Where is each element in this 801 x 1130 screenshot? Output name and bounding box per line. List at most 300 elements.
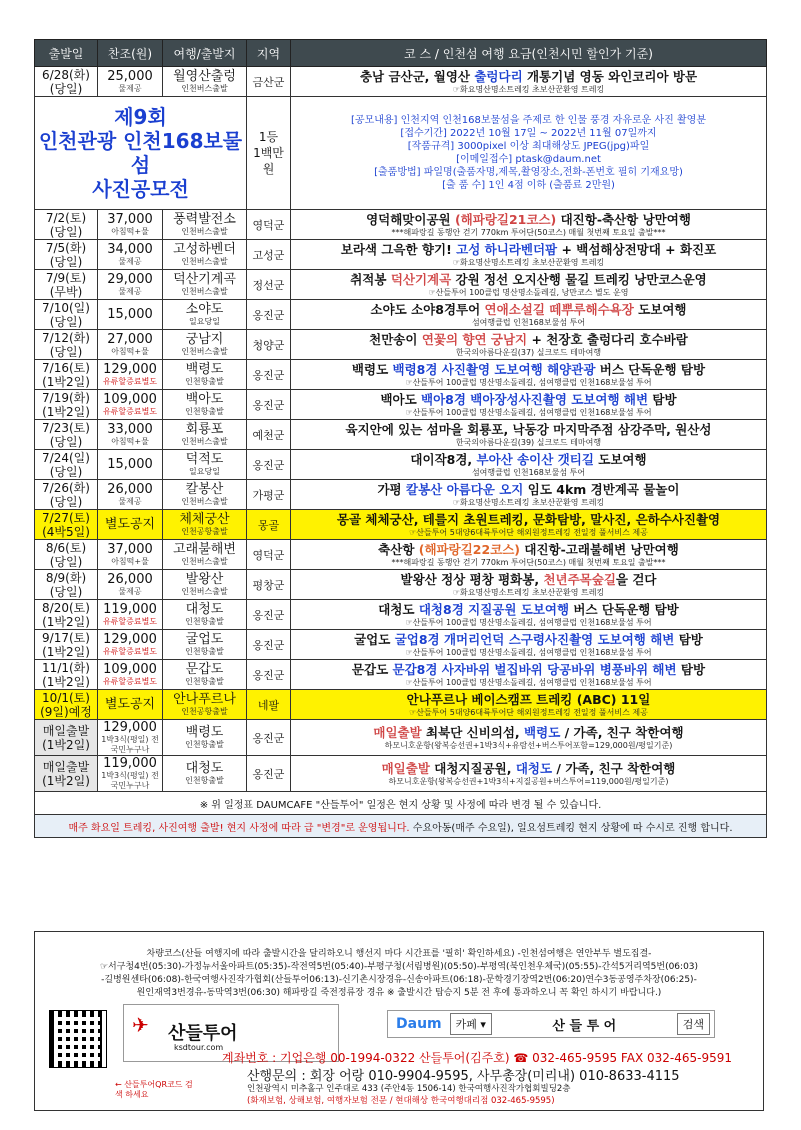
row-price [98, 270, 163, 300]
row-price-value: 별도공지 [104, 696, 156, 712]
row-date-day: 7/2(토) [45, 210, 87, 225]
row-price-note: 물제공 [118, 256, 142, 266]
row-place [163, 450, 247, 480]
row-price-note: 아침떡+물 [111, 346, 149, 356]
table-row [35, 720, 767, 756]
row-course-note: 한국의아름다운길(37) 실크로드 테마여행 [455, 347, 602, 357]
notice-red: 매주 화요일 트레킹, 사진여행 출발! 현지 사정에 따라 급 "변경"로 운영됩니다. [68, 822, 410, 834]
row-course-title: 안나푸르나 베이스캠프 트레킹 (ABC) 11일 [406, 691, 651, 707]
row-date [35, 390, 98, 420]
row-region: 옹진군 [247, 630, 291, 660]
row-date-length: (당일) [49, 314, 83, 329]
row-course [291, 540, 767, 570]
row-course [291, 420, 767, 450]
row-date [35, 480, 98, 510]
row-date [35, 450, 98, 480]
row-departure: 인천공항출발 [181, 706, 228, 716]
row-date-day: 7/19(화) [42, 390, 90, 405]
row-course [291, 210, 767, 240]
row-price-note: 유류할증료별도 [102, 406, 158, 416]
row-date-length: (당일) [49, 554, 83, 569]
row-course-title: 매일출발 대청지질공원, 대청도 / 가족, 친구 착한여행 [381, 760, 676, 776]
row-date-length: (당일) [49, 464, 83, 479]
row-date-length: (1박2일) [42, 737, 90, 752]
header-price: 찬조(원) [98, 40, 163, 67]
row-price [98, 690, 163, 720]
row-place [163, 270, 247, 300]
row-place [163, 630, 247, 660]
cafe-search-button[interactable]: 검색 [677, 1013, 710, 1035]
row-date [35, 690, 98, 720]
row-date-day: 10/1(토) [42, 690, 90, 705]
row-departure: 인천항출발 [185, 775, 224, 785]
row-date-length: (무박) [49, 284, 83, 299]
contest-line: [출품방법] 파일명(출품자명,제목,촬영장소,전화-폰번호 필히 기재요망) [374, 167, 683, 178]
daum-logo: Daum [396, 1016, 442, 1032]
row-place [163, 720, 247, 756]
row-course [291, 600, 767, 630]
row-course [291, 660, 767, 690]
row-region: 금산군 [247, 67, 291, 97]
row-region: 영덕군 [247, 540, 291, 570]
row-price [98, 240, 163, 270]
header-place: 여행/출발지 [163, 40, 247, 67]
row-place-name: 문갑도 [185, 661, 224, 677]
row-date [35, 420, 98, 450]
row-departure: 인천버스출발 [181, 586, 228, 596]
row-place [163, 510, 247, 540]
row-course-note: ☞산들투어 100클럽 명산명소돌레길, 낭만코스 별도 운영 [428, 287, 629, 297]
row-place-name: 백령도 [185, 724, 224, 740]
table-row [35, 690, 767, 720]
row-place [163, 330, 247, 360]
row-price-note: 아침떡+물 [111, 556, 149, 566]
row-course-title: 백령도 백령8경 사진촬영 도보여행 해양관광 버스 단독운행 탐방 [351, 361, 706, 377]
row-price-note: 유류할증료별도 [102, 646, 158, 656]
row-date-day: 7/26(화) [42, 480, 90, 495]
row-place-name: 소야도 [185, 301, 224, 317]
contest-prize-amount: 1백만원 [253, 146, 284, 176]
row-place-name: 굴업도 [185, 631, 224, 647]
row-place [163, 420, 247, 450]
row-course [291, 270, 767, 300]
contest-title-1: 제9회 [114, 105, 167, 129]
row-region: 옹진군 [247, 300, 291, 330]
row-departure: 인천항출발 [185, 739, 224, 749]
row-date [35, 67, 98, 97]
row-course [291, 630, 767, 660]
row-course-title: 대이작8경, 부아산 송이산 갯티길 도보여행 [410, 451, 647, 467]
row-course [291, 570, 767, 600]
row-course-note: ☞산들투어 100클럽 명산명소돌레길, 섬여행클럽 인천168보물섬 투어 [405, 617, 652, 627]
schedule-body [35, 67, 767, 838]
row-departure: 인천항출발 [185, 676, 224, 686]
row-price [98, 420, 163, 450]
schedule-note: ※ 위 일정표 DAUMCAFE "산들투어" 일정은 현지 상황 및 사정에 따라 변경 될 수 있습니다. [35, 792, 767, 815]
row-region: 옹진군 [247, 756, 291, 792]
table-row [35, 390, 767, 420]
plane-icon: ✈ [132, 1013, 149, 1037]
row-price-note: 유류할증료별도 [102, 616, 158, 626]
row-course [291, 690, 767, 720]
row-departure: 인천버스출발 [181, 556, 228, 566]
note-row [35, 792, 767, 815]
weekly-notice [35, 815, 767, 838]
row-date-length: (1박2일) [42, 404, 90, 419]
row-place [163, 390, 247, 420]
row-date-length: (1박2일) [42, 614, 90, 629]
row-course-title: 영덕해맞이공원 (해파랑길21코스) 대진항-축산항 낭만여행 [366, 211, 691, 227]
row-place-name: 풍력발전소 [173, 211, 236, 227]
row-date-day: 7/10(일) [42, 300, 90, 315]
daum-cafe-search [387, 1010, 715, 1038]
row-date [35, 330, 98, 360]
row-course [291, 360, 767, 390]
contest-prize-rank: 1등 [258, 130, 279, 144]
row-date [35, 240, 98, 270]
row-date-day: 매일출발 [42, 723, 90, 738]
row-price-value: 26,000 [107, 481, 153, 497]
row-place [163, 240, 247, 270]
table-row [35, 756, 767, 792]
row-course-note: 섬여행클럽 인천168보물섬 투어 [471, 467, 586, 477]
row-place [163, 540, 247, 570]
row-course-title: 취적봉 덕산기계곡 강원 정선 오지산행 물길 트레킹 낭만코스운영 [350, 271, 707, 287]
row-price-value: 29,000 [107, 271, 153, 287]
row-date-length: (1박2일) [42, 773, 90, 788]
contest-row [35, 97, 767, 210]
footer-line-1: 차량코스(산들 여행지에 따라 출발시간을 달리하오니 행선지 마다 시간표를 '필히' 확인하세요) -인천섬여행은 연안부두 별도집결- [146, 949, 652, 959]
row-date-length: (당일) [49, 494, 83, 509]
row-date-day: 7/23(토) [42, 420, 90, 435]
logo-url: ksdtour.com [174, 1043, 224, 1052]
row-date-day: 매일출발 [42, 759, 90, 774]
table-row [35, 480, 767, 510]
notice-rest: 수요아동(매주 수요일), 일요섬트레킹 현지 상황에 따 수시로 진행 합니다. [409, 822, 733, 834]
row-course-note: ☞산들투어 100클럽 명산명소돌레길, 섬여행클럽 인천168보물섬 투어 [405, 407, 652, 417]
row-region: 몽골 [247, 510, 291, 540]
row-course [291, 330, 767, 360]
row-departure: 인천버스출발 [181, 226, 228, 236]
row-place [163, 360, 247, 390]
header-date: 출발일 [35, 40, 98, 67]
row-course [291, 720, 767, 756]
row-price-value: 26,000 [107, 571, 153, 587]
row-price [98, 480, 163, 510]
row-course-title: 소야도 소야8경투어 연애소설길 떼뿌루해수욕장 도보여행 [370, 301, 687, 317]
row-date-day: 7/27(토) [42, 510, 90, 525]
row-place [163, 600, 247, 630]
address-line: 인천광역시 미추홀구 인주대로 433 (주안4동 1506-14) 한국여행사진작가협회빌딩2층 [247, 1084, 571, 1094]
row-price [98, 67, 163, 97]
row-price-note: 아침떡+물 [111, 226, 149, 236]
contest-details [291, 97, 767, 210]
inquiry-line: 산행문의 : 회장 어랑 010-9904-9595, 사무총장(미리내) 010-8633-4115 [247, 1069, 680, 1084]
row-departure: 인천버스출발 [181, 256, 228, 266]
row-region: 옹진군 [247, 390, 291, 420]
row-course [291, 67, 767, 97]
row-price-note: 아침떡+물 [111, 436, 149, 446]
row-departure: 인천버스출발 [181, 346, 228, 356]
header-course: 코 스 / 인천섬 여행 요금(인천시민 할인가 기준) [291, 40, 767, 67]
row-departure: 일요당일 [189, 316, 220, 326]
row-place-name: 고래불해변 [173, 541, 236, 557]
row-date-day: 7/9(토) [45, 270, 87, 285]
row-place-name: 안나푸르나 [173, 691, 236, 707]
row-date [35, 720, 98, 756]
row-place [163, 660, 247, 690]
table-row [35, 660, 767, 690]
header-region: 지역 [247, 40, 291, 67]
row-place [163, 756, 247, 792]
row-date-day: 7/16(토) [42, 360, 90, 375]
row-price-note: 물제공 [118, 83, 142, 93]
row-price-value: 15,000 [107, 456, 153, 472]
row-course-title: 가평 칼봉산 아름다운 오지 임도 4km 경반계곡 물놀이 [377, 481, 680, 497]
table-row [35, 510, 767, 540]
row-course [291, 480, 767, 510]
row-date-day: 7/12(화) [42, 330, 90, 345]
row-place [163, 570, 247, 600]
qr-caption: ← 산들투어QR코드 검색 하세요 [115, 1080, 193, 1099]
account-line: 계좌번호 : 기업은행 00-1994-0322 산들투어(김주호) ☎ 032-465-9595 FAX 032-465-9591 [221, 1051, 732, 1065]
row-place-name: 칼봉산 [185, 481, 224, 497]
row-course-title: 육지안에 있는 섬마을 회룡포, 낙동강 마지막주점 삼강주막, 원산성 [345, 421, 712, 437]
row-course-note: ☞화요명산명소트레킹 초보산꾼환영 트레킹 [452, 257, 605, 267]
row-date-length: (4박5일) [42, 524, 90, 539]
row-date-day: 6/28(화) [42, 67, 90, 82]
row-price-note: 물제공 [118, 496, 142, 506]
row-price [98, 570, 163, 600]
row-region: 네팔 [247, 690, 291, 720]
row-price-value: 25,000 [107, 68, 153, 84]
row-date-length: (당일) [49, 254, 83, 269]
row-place [163, 67, 247, 97]
row-price-value: 15,000 [107, 306, 153, 322]
table-row [35, 450, 767, 480]
row-price-value: 119,000 [103, 601, 157, 617]
row-price-value: 별도공지 [104, 516, 156, 532]
row-course-note: ☞산들투어 5대양6대륙투어단 해외원정트레킹 전일정 풀서비스 제공 [409, 707, 648, 717]
table-row [35, 270, 767, 300]
row-date [35, 756, 98, 792]
row-price-value: 129,000 [103, 361, 157, 377]
row-course [291, 240, 767, 270]
cafe-name-input[interactable]: 산 들 투 어 [552, 1018, 617, 1034]
cafe-select[interactable]: 카페 ▾ [450, 1013, 492, 1035]
row-course-note: ***해파랑길 동행안 걷기 770km 투어단(50코스) 매월 첫번째 토요일 출발*** [391, 227, 666, 237]
row-departure: 인천항출발 [185, 376, 224, 386]
row-course [291, 390, 767, 420]
row-departure: 인천버스출발 [181, 496, 228, 506]
row-place-name: 회룡포 [185, 421, 224, 437]
row-course-note: 하모니호운항(왕복승선권+1박3식+지질공원+버스투어=119,000원/평일기준) [388, 776, 669, 786]
row-date-length: (1박2일) [42, 644, 90, 659]
row-place-name: 발왕산 [185, 571, 224, 587]
row-date-day: 7/5(화) [45, 240, 87, 255]
logo-brand: 산들투어 [168, 1023, 238, 1044]
table-row [35, 300, 767, 330]
row-course-title: 문갑도 문갑8경 사자바위 벌집바위 당공바위 병풍바위 해변 탐방 [351, 661, 706, 677]
row-course-note: ☞화요명산명소트레킹 초보산꾼환영 트레킹 [452, 497, 605, 507]
row-date-length: (9일)예정 [40, 704, 92, 719]
row-region: 평창군 [247, 570, 291, 600]
row-price-note: 물제공 [118, 586, 142, 596]
row-price [98, 300, 163, 330]
table-row [35, 630, 767, 660]
row-date [35, 270, 98, 300]
row-region: 옹진군 [247, 720, 291, 756]
row-region: 정선군 [247, 270, 291, 300]
row-date [35, 540, 98, 570]
row-price-note: 유류할증료별도 [102, 376, 158, 386]
row-course-title: 충남 금산군, 월영산 출렁다리 개통기념 영동 와인코리아 방문 [359, 68, 698, 84]
row-course-note: 하모니호운항(왕복승선권+1박3식+유람선+버스투어포함=129,000원/평일기준) [384, 740, 673, 750]
row-region: 옹진군 [247, 360, 291, 390]
row-price [98, 720, 163, 756]
row-date-day: 8/6(토) [45, 540, 87, 555]
row-price-value: 109,000 [103, 391, 157, 407]
row-departure: 일요당일 [189, 466, 220, 476]
row-course-note: 섬여행클럽 인천168보물섬 투어 [471, 317, 586, 327]
row-course-title: 축산항 (해파랑길22코스) 대진항-고래불해변 낭만여행 [378, 541, 679, 557]
row-course-note: ***해파랑길 동행안 걷기 770km 투어단(50코스) 매월 첫번째 토요일 출발*** [391, 557, 666, 567]
row-price-value: 129,000 [103, 631, 157, 647]
row-date-length: (당일) [49, 434, 83, 449]
row-price [98, 210, 163, 240]
row-place [163, 210, 247, 240]
row-price [98, 450, 163, 480]
row-region: 청양군 [247, 330, 291, 360]
footer-line-2: ☞서구청4번(05:30)-가정뉴서울아파트(05:35)-작전역5번(05:40)-부평구청(서림병원)(05:50)-부평역(북인천우체국)(05:55)-간석5거리역5번(06:03) [99, 962, 699, 972]
row-price [98, 600, 163, 630]
footer-line-3: -길병원센타(06:08)-한국여행사진작가협회(산들투어06:13)-신기촌시장경유-신송아파트(06:18)-문학경기장역2번(06:20)연수3동공영주차장(06:25)- [101, 975, 697, 985]
contest-title-2: 인천관광 인천168보물섬 [38, 129, 243, 177]
row-price-note: 1박3식(평일) 전국민누구나 [101, 734, 159, 754]
row-course-title: 백아도 백아8경 백아장성사진촬영 도보여행 해변 탐방 [380, 391, 677, 407]
contest-line: [이메일접수] ptask@daum.net [456, 154, 601, 165]
row-price-note: 1박3식(평일) 전국민누구나 [101, 770, 159, 790]
row-place-name: 고성하벤더 [173, 241, 236, 257]
row-price-value: 33,000 [107, 421, 153, 437]
row-place [163, 480, 247, 510]
row-course-note: ☞산들투어 100클럽 명산명소돌레길, 섬여행클럽 인천168보물섬 투어 [405, 677, 652, 687]
table-row [35, 420, 767, 450]
schedule-table [34, 39, 767, 838]
row-price [98, 330, 163, 360]
row-course-title: 발왕산 정상 평창 평화봉, 천년주목숲길을 걷다 [400, 571, 657, 587]
row-departure: 인천항출발 [185, 406, 224, 416]
row-price [98, 360, 163, 390]
row-price [98, 756, 163, 792]
contest-line: [접수기간] 2022년 10월 17일 ~ 2022년 11월 07일까지 [400, 128, 657, 139]
notice-row [35, 815, 767, 838]
row-departure: 인천항출발 [185, 616, 224, 626]
row-course-title: 대청도 대청8경 지질공원 도보여행 버스 단독운행 탐방 [378, 601, 679, 617]
row-course [291, 450, 767, 480]
row-course-note: ☞화요명산명소트레킹 초보산꾼환영 트레킹 [452, 587, 605, 597]
table-row [35, 540, 767, 570]
row-price-note: 물제공 [118, 286, 142, 296]
insurance-line: (화재보험, 상해보험, 여행자보험 전문 / 현대해상 한국여행대리점 032-465-9595) [247, 1096, 555, 1106]
row-date [35, 630, 98, 660]
row-date-day: 8/20(토) [42, 600, 90, 615]
row-course-title: 천만송이 연꽃의 향연 궁남지 + 천장호 출렁다리 호수바람 [369, 331, 688, 347]
row-date-day: 7/24(일) [42, 450, 90, 465]
row-place-name: 대청도 [185, 760, 224, 776]
row-course-title: 보라색 그윽한 향기! 고성 하니라벤더팜 + 백섬해상전망대 + 화진포 [340, 241, 717, 257]
row-place-name: 대청도 [185, 601, 224, 617]
table-header-row [35, 40, 767, 67]
row-departure: 인천공항출발 [181, 526, 228, 536]
row-region: 고성군 [247, 240, 291, 270]
row-course-note: ☞산들투어 100클럽 명산명소돌레길, 섬여행클럽 인천168보물섬 투어 [405, 377, 652, 387]
row-place [163, 690, 247, 720]
row-date-length: (당일) [49, 344, 83, 359]
row-course [291, 756, 767, 792]
row-departure: 인천버스출발 [181, 83, 228, 93]
qr-code-icon[interactable] [49, 1010, 107, 1068]
row-price-value: 37,000 [107, 211, 153, 227]
row-price [98, 630, 163, 660]
row-price-value: 27,000 [107, 331, 153, 347]
row-date-length: (당일) [49, 224, 83, 239]
row-course-title: 매일출발 최북단 신비의섬, 백령도 / 가족, 친구 착한여행 [373, 724, 684, 740]
row-region: 예천군 [247, 420, 291, 450]
row-place-name: 체체궁산 [179, 511, 230, 527]
row-place-name: 덕적도 [185, 451, 224, 467]
table-row [35, 600, 767, 630]
table-row [35, 570, 767, 600]
row-price-value: 129,000 [103, 719, 157, 735]
row-place-name: 백아도 [185, 391, 224, 407]
row-date-day: 8/9(화) [45, 570, 87, 585]
table-row [35, 360, 767, 390]
row-price [98, 540, 163, 570]
row-region: 옹진군 [247, 660, 291, 690]
row-date [35, 210, 98, 240]
row-region: 옹진군 [247, 600, 291, 630]
row-place-name: 백령도 [185, 361, 224, 377]
table-row [35, 67, 767, 97]
table-row [35, 210, 767, 240]
table-row [35, 240, 767, 270]
row-price [98, 510, 163, 540]
row-price-value: 34,000 [107, 241, 153, 257]
row-course-note: ☞화요명산명소트레킹 초보산꾼환영 트레킹 [452, 84, 605, 94]
row-date [35, 510, 98, 540]
row-course-note: 한국의아름다운길(39) 실크로드 테마여행 [455, 437, 602, 447]
contest-title-cell [35, 97, 247, 210]
footer-info-box [34, 931, 764, 1111]
row-price [98, 660, 163, 690]
row-place [163, 300, 247, 330]
row-price-value: 109,000 [103, 661, 157, 677]
row-date-length: (1박2일) [42, 374, 90, 389]
row-date-length: (당일) [49, 81, 83, 96]
row-price-value: 119,000 [103, 755, 157, 771]
row-departure: 인천버스출발 [181, 436, 228, 446]
row-region: 가평군 [247, 480, 291, 510]
row-place-name: 덕산기계곡 [173, 271, 236, 287]
contest-title-3: 사진공모전 [92, 177, 189, 201]
row-course-title: 몽골 체체궁산, 테를지 초원트레킹, 문화탐방, 말사진, 은하수사진촬영 [336, 511, 721, 527]
row-date-day: 9/17(토) [42, 630, 90, 645]
row-place-name: 월영산출렁 [173, 68, 236, 84]
row-date [35, 660, 98, 690]
row-date-length: (당일) [49, 584, 83, 599]
contest-line: [공모내용] 인천지역 인천168보물섬을 주제로 한 인물 풍경 자유로운 사진 촬영분 [351, 115, 706, 126]
